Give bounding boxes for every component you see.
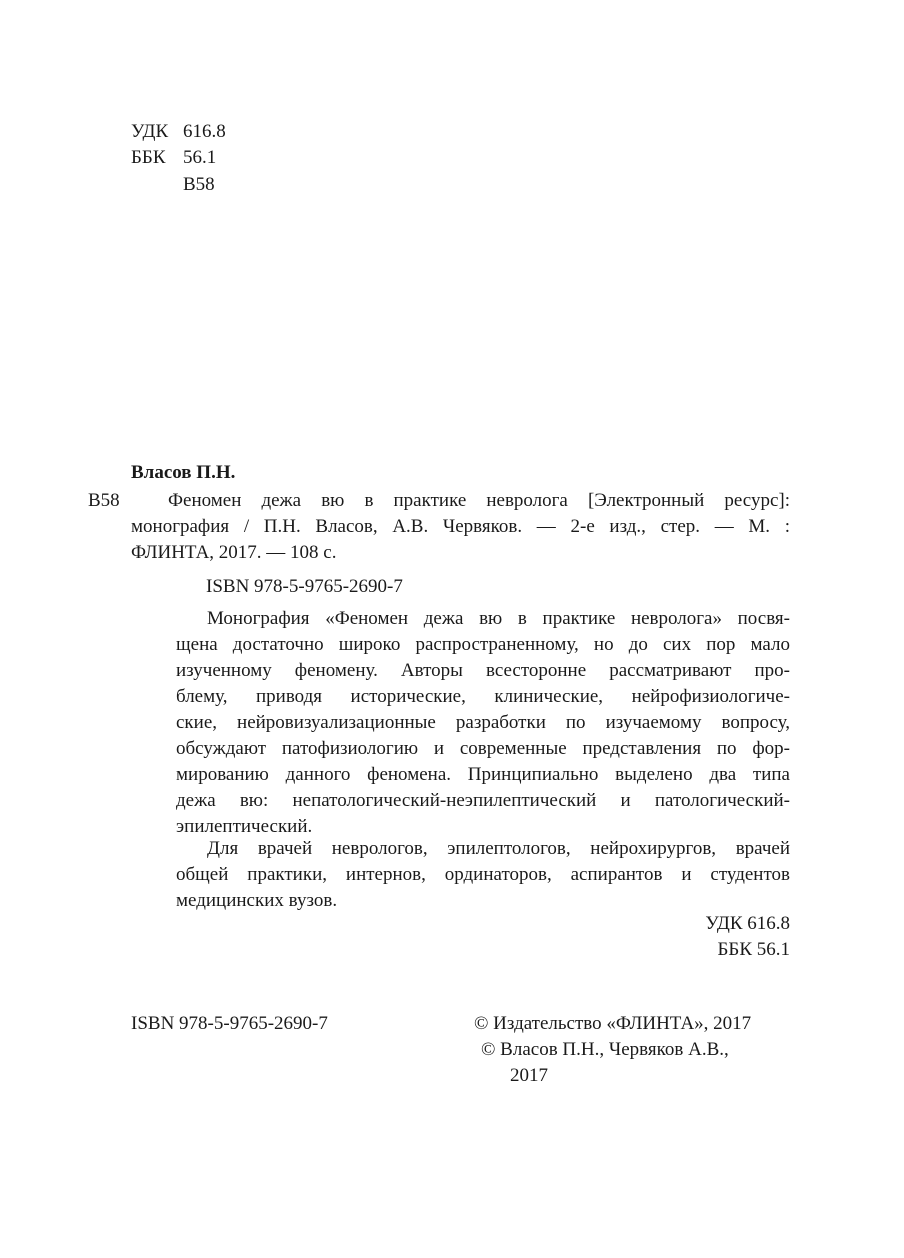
annotation-line: дежа вю: непатологический-неэпилептический и патологический-	[176, 790, 790, 811]
card-audience	[176, 836, 790, 914]
audience-line: общей практики, интернов, ординаторов, аспирантов и студентов	[176, 864, 790, 885]
card-udk: УДК 616.8	[705, 913, 790, 934]
audience-line: медицинских вузов.	[176, 890, 338, 911]
annotation-line: обсуждают патофизиологию и современные представления по фор-	[176, 738, 790, 759]
annotation-line: эпилептический.	[176, 816, 313, 837]
annotation-line: Монография «Феномен дежа вю в практике невролога» посвя-	[207, 608, 790, 629]
copyright-publisher: © Издательство «ФЛИНТА», 2017	[474, 1013, 752, 1034]
footer-isbn: ISBN 978-5-9765-2690-7	[131, 1013, 328, 1034]
udk-row	[131, 119, 226, 145]
annotation-line: щена достаточно широко распространенному, но до сих пор мало	[176, 634, 790, 655]
annotation-line: мированию данного феномена. Принципиально выделено два типа	[176, 764, 790, 785]
card-author: Власов П.Н.	[131, 462, 236, 483]
card-title-line: ФЛИНТА, 2017. — 108 с.	[131, 542, 337, 563]
bbk-value: 56.1	[183, 147, 217, 168]
card-title-line: Феномен дежа вю в практике невролога [Электронный ресурс]:	[168, 490, 790, 511]
udk-value: 616.8	[183, 121, 226, 142]
annotation-line: ские, нейровизуализационные разработки по изучаемому вопросу,	[176, 712, 790, 733]
udk-label: УДК	[131, 121, 169, 142]
card-author-sign: В58	[88, 490, 120, 511]
audience-line: Для врачей неврологов, эпилептологов, нейрохирургов, врачей	[207, 838, 790, 859]
card-bbk: ББК 56.1	[717, 939, 790, 960]
card-title-line: монография / П.Н. Власов, А.В. Червяков. — 2-е изд., стер. — М. :	[131, 516, 790, 537]
annotation-line: блему, приводя исторические, клинические, нейрофизиологиче-	[176, 686, 790, 707]
bbk-row	[131, 145, 216, 171]
card-isbn: ISBN 978-5-9765-2690-7	[206, 576, 403, 597]
card-annotation	[176, 606, 790, 840]
annotation-line: изученному феномену. Авторы всесторонне рассматривают про-	[176, 660, 790, 681]
copyright-year: 2017	[510, 1065, 548, 1086]
bbk-label: ББК	[131, 147, 166, 168]
card-title-block	[131, 488, 790, 566]
copyright-authors: © Власов П.Н., Червяков А.В.,	[481, 1039, 729, 1060]
author-sign-top: В58	[183, 174, 215, 195]
